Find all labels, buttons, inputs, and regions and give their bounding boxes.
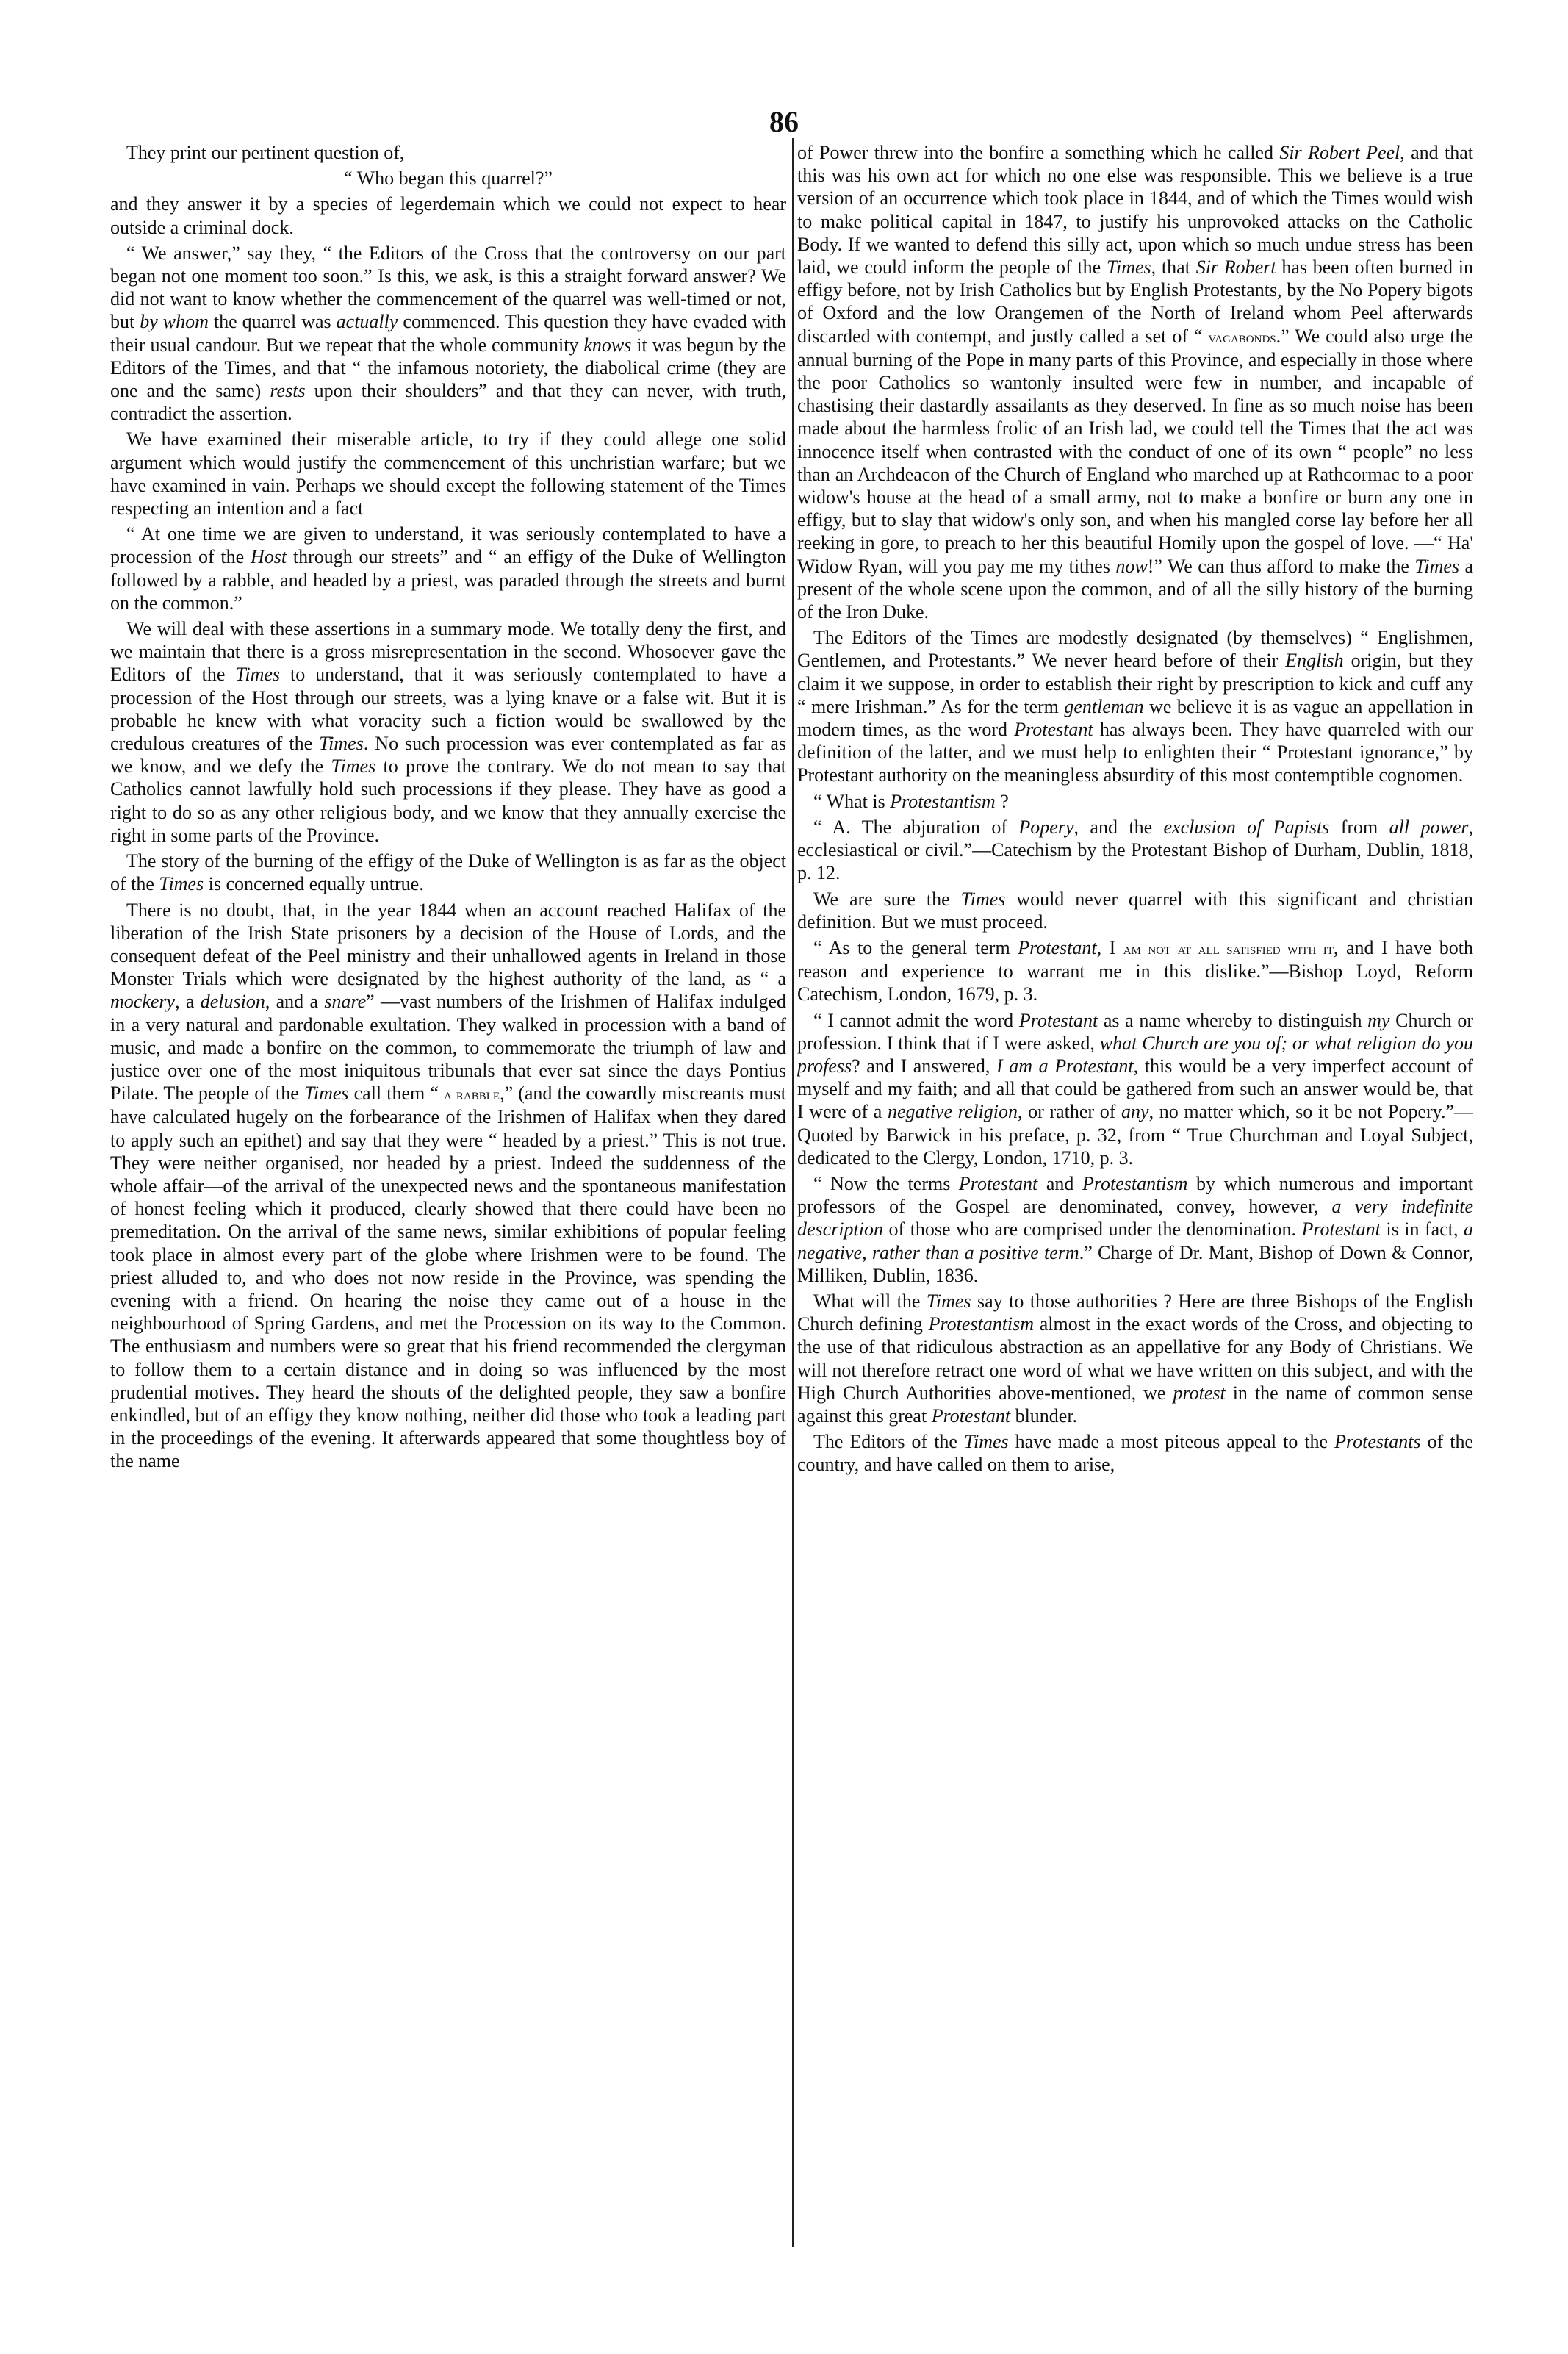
italic-text: Protestantism	[928, 1313, 1035, 1335]
text-run: We are sure the	[813, 888, 961, 910]
italic-text: Times	[1414, 555, 1460, 577]
text-run: Church or profession. I think that if I were asked,	[797, 1009, 1473, 1054]
text-run: “ What is	[813, 790, 891, 812]
text-run: ?	[995, 790, 1009, 812]
italic-text: Protestantism	[1082, 1172, 1188, 1194]
italic-text: Times	[235, 664, 281, 686]
text-run: almost in the exact words of the Cross, and objecting to the use of that ridiculous abstraction as an appellative for any Body of Christians. We will not therefore retract one word of what we have written on this subject, and with the High Church Authorities above-mentioned, we	[797, 1313, 1473, 1404]
italic-text: Protestant	[1018, 1009, 1098, 1031]
text-run: a present of the whole scene upon the common, and of all the silly history of the burning of the Iron Duke.	[797, 555, 1473, 623]
text-run: We will deal with these assertions in a summary mode. We totally deny the first, and we maintain that there is a gross misrepresentation in the second. Whosoever gave the Editors of the	[110, 618, 786, 686]
italic-text: my	[1367, 1009, 1390, 1031]
text-run: “ Who began this quarrel?”	[344, 168, 553, 190]
paragraph	[110, 523, 786, 614]
italic-text: Protestant	[1301, 1219, 1381, 1241]
text-run: it was begun by the Editors of the Times, and that “ the infamous notoriety, the diabolical crime (they are one and the same)	[110, 334, 786, 402]
text-run: , and I have both reason and experience to warrant me in this dislike.”—Bishop Loyd, Reform Catechism, London, 1679, p. 3.	[797, 936, 1473, 1005]
text-run: , and the	[1073, 816, 1164, 838]
italic-text: now	[1115, 555, 1148, 577]
italic-text: Times	[963, 1431, 1009, 1453]
paragraph	[110, 242, 786, 426]
italic-text: Protestant	[1018, 936, 1097, 958]
italic-text: Sir Robert	[1195, 256, 1276, 279]
italic-text: Times	[1106, 256, 1151, 279]
paragraph	[110, 899, 786, 1473]
italic-text: mockery	[110, 991, 176, 1013]
column-divider	[792, 138, 794, 2247]
text-run: is in fact,	[1380, 1219, 1464, 1241]
text-run: There is no doubt, that, in the year 1844 when an account reached Halifax of the liberation of the Irish State prisoners by a decision of the House of Lords, and the consequent defeat of the Peel ministry and their unhallowed agents in Ireland in those Monster Trials which were designated by the highest authority of the land, as “ a	[110, 899, 786, 990]
right-column	[797, 141, 1473, 2302]
text-run: They print our pertinent question of,	[126, 142, 405, 163]
text-run: , this would be a very imperfect account of myself and my faith; and all that could be gathered from such an answer would be, that I were of a	[797, 1055, 1473, 1123]
paragraph	[110, 617, 786, 847]
italic-text: by whom	[140, 311, 209, 333]
italic-text: any	[1121, 1101, 1149, 1123]
paragraph	[797, 1430, 1473, 1476]
text-run: “ We answer,” say they, “ the Editors of the Cross that the controversy on our part began not one moment too soon.” Is this, we ask, is this a straight forward answer? We did not want to know whether the commencement of the quarrel was well-timed or not, but	[110, 242, 786, 333]
text-run: blunder.	[1010, 1404, 1078, 1427]
text-run: , and a	[265, 991, 325, 1013]
italic-text: a very indefinite description	[797, 1196, 1473, 1241]
text-run: we believe it is as vague an appellation in modern times, as the word	[797, 695, 1473, 741]
italic-text: Protestants	[1334, 1431, 1421, 1453]
italic-text: knows	[583, 334, 632, 356]
paragraph	[110, 141, 786, 164]
small-caps-text: am not at all satisfied with it	[1123, 939, 1334, 958]
text-run: ,” (and the cowardly miscreants must have calculated hugely on the forbearance of the Irishmen of Halifax when they dared to apply such an epithet) and say that they were “ headed by a priest.” This is not true. They were neither organised, nor headed by a priest. Indeed the suddenness of the whole affair—of the arrival of the unexpected news and the spontaneous manifestation of honest feeling which it produced, clearly showed that there could have been no premeditation. On the arrival of the same news, similar exhibitions of popular feeling took place in almost every part of the globe where Irishmen were to be found. The priest alluded to, and who does not now reside in the Province, was spending the evening with a friend. On hearing the noise they came out of a house in the neighbourhood of Spring Gardens, and met the Procession on its way to the Common. The enthusiasm and numbers were so great that his friend recommended the clergyman to follow them to a certain distance and in doing so was influenced by the most prudential motives. They heard the shouts of the delighted people, they saw a bonfire enkindled, but of an effigy they know nothing, neither did those who took a leading part in the proceedings of the evening. It afterwards appeared that some thoughtless boy of the name	[110, 1083, 786, 1472]
italic-text: English	[1285, 650, 1344, 672]
italic-text: Protestant	[958, 1172, 1038, 1194]
text-run: commenced. This question they have evaded with their usual candour. But we repeat that the whole community	[110, 311, 786, 356]
italic-text: protest	[1173, 1382, 1226, 1404]
text-run: .” We could also urge the annual burning of the Pope in many parts of this Province, and especially in those where the poor Catholics so wantonly insulted were few in number, and incapable of chastising their dastardly assailants as they deserved. In fine as so much noise has been made about the harmless frolic of an Irish lad, we could tell the Times that the act was innocence itself when contrasted with the conduct of one of its own “ people” no less than an Archdeacon of the Church of England who marched up at Rathcormac to a poor widow's house at the head of a small army, not to make a bonfire or burn any one in effigy, but to slay that widow's only son, and when his mangled corse lay before her all reeking in gore, to preach to her this beautiful Homily upon the gospel of love. —“ Ha' Widow Ryan, will you pay me my tithes	[797, 325, 1473, 577]
text-run: The Editors of the Times are modestly designated (by themselves) “ Englishmen, Gentlemen, and Protestants.” We never heard before of their	[797, 627, 1473, 672]
text-run: would never quarrel with this significant and christian definition. But we must proceed.	[797, 888, 1473, 933]
paragraph	[110, 428, 786, 520]
paragraph	[797, 936, 1473, 1006]
text-run: “ As to the general term	[813, 936, 1018, 958]
italic-text: Protestant	[1014, 719, 1093, 741]
paragraph	[797, 1009, 1473, 1169]
text-run: “ At one time we are given to understand, it was seriously contemplated to have a procession of the	[110, 523, 786, 568]
text-run: , that	[1151, 256, 1196, 279]
text-run: and they answer it by a species of legerdemain which we could not expect to hear outside a criminal dock.	[110, 193, 786, 238]
paragraph	[797, 1290, 1473, 1427]
italic-text: rests	[270, 380, 306, 402]
text-run: “ I cannot admit the word	[813, 1009, 1019, 1031]
italic-text: Times	[303, 1083, 349, 1105]
italic-text: Times	[319, 733, 364, 755]
text-run: from	[1329, 816, 1389, 838]
italic-text: Times	[960, 888, 1006, 910]
paragraph	[797, 790, 1473, 813]
italic-text: Popery	[1018, 816, 1074, 838]
text-run: by which numerous and important professors of the Gospel are denominated, convey, however,	[797, 1172, 1473, 1218]
text-run: !” We can thus afford to make the	[1147, 555, 1415, 577]
text-run: The story of the burning of the effigy of the Duke of Wellington is as far as the object of the	[110, 850, 786, 895]
text-run: origin, but they claim it we suppose, in order to establish their right by prescription to kick and cuff any “ mere Irishman.” As for the term	[797, 650, 1473, 717]
text-run: say to those authorities ? Here are three Bishops of the English Church defining	[797, 1290, 1473, 1335]
text-run: has been often burned in effigy before, not by Irish Catholics but by English Protestants, by the No Popery bigots of Oxford and the low Orangemen of the North of Ireland whom Peel afterwards discarded with contempt, and justly called a set of “	[797, 256, 1473, 347]
paragraph	[110, 850, 786, 895]
text-run: “ Now the terms	[813, 1172, 959, 1194]
text-run: is concerned equally untrue.	[204, 873, 424, 895]
paragraph	[797, 888, 1473, 933]
italic-text: all power	[1389, 816, 1469, 838]
italic-text: negative religion	[887, 1101, 1018, 1123]
italic-text: Times	[331, 756, 376, 778]
italic-text: Protestant	[931, 1404, 1011, 1427]
text-run: as a name whereby to distinguish	[1098, 1009, 1368, 1031]
text-run: , ecclesiastical or civil.”—Catechism by the Protestant Bishop of Durham, Dublin, 1818, p. 12.	[797, 816, 1473, 884]
small-caps-text: vagabonds	[1208, 327, 1276, 346]
text-run: and	[1037, 1172, 1082, 1194]
italic-text: exclusion of Papists	[1163, 816, 1330, 838]
text-run: ? and I answered,	[852, 1055, 997, 1077]
paragraph	[110, 167, 786, 190]
italic-text: snare	[324, 991, 367, 1013]
text-run: through our streets” and “ an effigy of the Duke of Wellington followed by a rabble, and headed by a priest, was paraded through the streets and burnt on the common.”	[110, 546, 786, 614]
paragraph	[110, 193, 786, 238]
paragraph	[797, 141, 1473, 623]
text-run: “ A. The abjuration of	[813, 816, 1019, 838]
text-run: upon their shoulders” and that they can never, with truth, contradict the assertion.	[110, 380, 786, 425]
text-run: , a	[175, 991, 201, 1013]
text-run: The Editors of the	[813, 1431, 964, 1453]
text-run: What will the	[813, 1290, 927, 1312]
text-run: We have examined their miserable article, to try if they could allege one solid argument which would justify the commencement of this unchristian warfare; but we have examined in vain. Perhaps we should except the following statement of the Times respecting an intention and a fact	[110, 428, 786, 520]
text-run: the quarrel was	[208, 311, 337, 333]
text-run: of the country, and have called on them to arise,	[797, 1431, 1473, 1476]
text-run: has always been. They have quarreled with our definition of the latter, and we must help to enlighten their “ Protestant ignorance,” by Protestant authority on the meaningless absurdity of this most contemptible cognomen.	[797, 719, 1473, 786]
text-run: ” —vast numbers of the Irishmen of Halifax indulged in a very natural and pardonable exultation. They walked in procession with a band of music, and made a bonfire on the common, to commemorate the triumph of law and justice over one of the most iniquitous tribunals that ever sat since the days Pontius Pilate. The people of the	[110, 991, 786, 1105]
italic-text: Times	[926, 1290, 971, 1312]
text-run: , or rather of	[1018, 1101, 1122, 1123]
text-run: in the name of common sense against this great	[797, 1382, 1473, 1427]
text-run: of Power threw into the bonfire a something which he called	[797, 142, 1280, 163]
text-run: . No such procession was ever contemplated as far as we know, and we defy the	[110, 733, 786, 778]
italic-text: gentleman	[1064, 695, 1144, 717]
paragraph	[797, 816, 1473, 885]
left-column	[110, 141, 786, 2302]
italic-text: I am a Protestant	[996, 1055, 1134, 1077]
text-run: .” Charge of Dr. Mant, Bishop of Down & Connor, Milliken, Dublin, 1836.	[797, 1241, 1473, 1286]
small-caps-text: a rabble	[443, 1085, 500, 1104]
italic-text: Host	[250, 546, 287, 568]
text-run: , and that this was his own act for which no one else was responsible. This we believe is a true version of an occurrence which took place in 1844, and of which the Times would wish to make political capital in 1847, to justify his unprovoked attacks on the Catholic Body. If we wanted to defend this silly act, upon which so much undue stress has been laid, we could inform the people of the	[797, 142, 1473, 279]
text-run: have made a most piteous appeal to the	[1008, 1431, 1335, 1453]
italic-text: Protestantism	[890, 790, 996, 812]
italic-text: a negative, rather than a positive term	[797, 1219, 1473, 1263]
text-run: of those who are comprised under the denomination.	[883, 1219, 1302, 1241]
paragraph	[797, 1172, 1473, 1287]
italic-text: actually	[336, 311, 398, 333]
italic-text: delusion	[200, 991, 265, 1013]
text-run: , no matter which, so it be not Popery.”—Quoted by Barwick in his preface, p. 32, from “ True Churchman and Loyal Subject, dedicated to the Clergy, London, 1710, p. 3.	[797, 1101, 1473, 1169]
italic-text: Times	[159, 873, 204, 895]
text-run: to understand, that it was seriously contemplated to have a procession of the Host through our streets, was a lying knave or a false wit. But it is probable he knew with what voracity such a fiction would be swallowed by the credulous creatures of the	[110, 664, 786, 755]
text-run: call them “	[348, 1083, 444, 1105]
page-number: 86	[769, 105, 799, 138]
text-run: to prove the contrary. We do not mean to say that Catholics cannot lawfully hold such processions if they please. They have as good a right to do so as any other religious body, and we know that they annually exercise the right in some parts of the Province.	[110, 756, 786, 846]
paragraph	[797, 626, 1473, 786]
italic-text: what Church are you of; or what religion do you profess	[797, 1032, 1473, 1077]
italic-text: Sir Robert Peel	[1279, 142, 1400, 163]
text-run: , I	[1096, 936, 1123, 958]
